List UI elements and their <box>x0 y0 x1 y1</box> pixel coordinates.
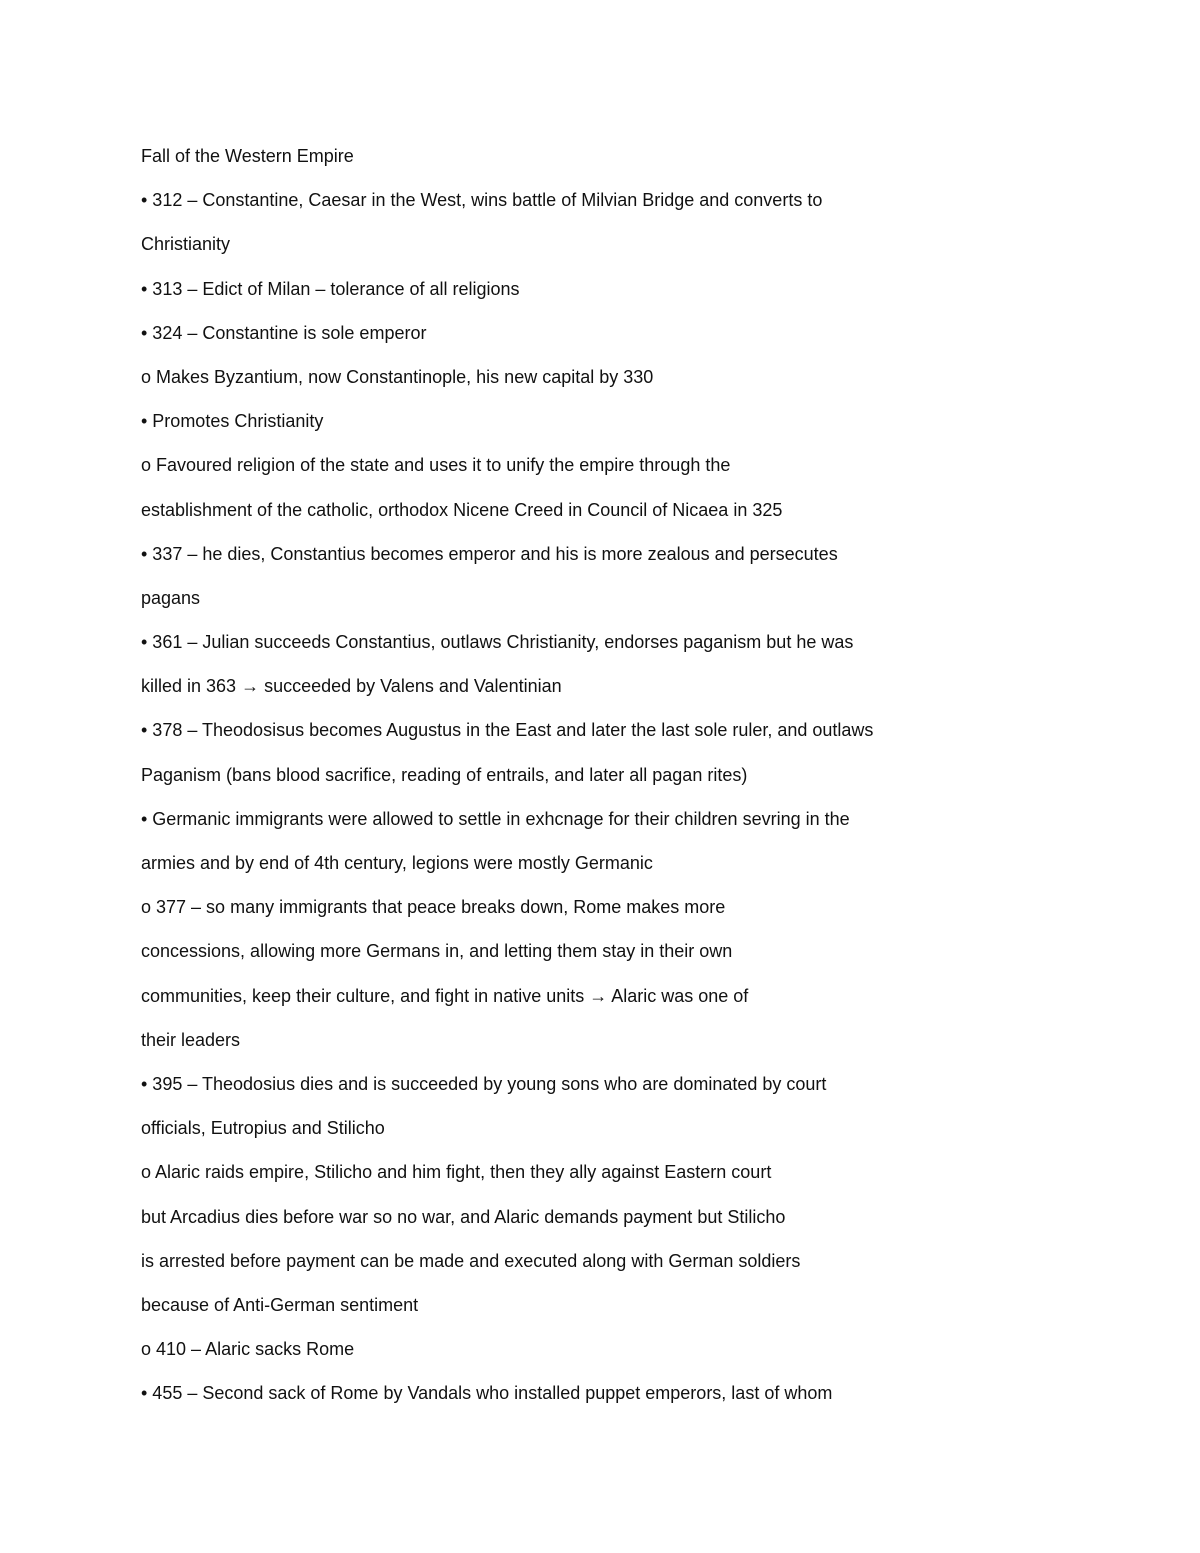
text-line: o Makes Byzantium, now Constantinople, his new capital by 330 <box>141 366 654 387</box>
text-line: communities, keep their culture, and fight in native units → Alaric was one of <box>141 985 749 1006</box>
document-title: Fall of the Western Empire <box>141 146 354 166</box>
text-line: their leaders <box>141 1029 241 1050</box>
text-line: establishment of the catholic, orthodox Nicene Creed in Council of Nicaea in 325 <box>141 499 783 520</box>
text-line: pagans <box>141 587 201 608</box>
text-line: because of Anti-German sentiment <box>141 1294 419 1315</box>
text-line: armies and by end of 4th century, legions were mostly Germanic <box>141 853 653 873</box>
text-line: o Alaric raids empire, Stilicho and him fight, then they ally against Eastern court <box>141 1162 772 1183</box>
text-line: concessions, allowing more Germans in, and letting them stay in their own <box>141 941 733 962</box>
text-line: • 395 – Theodosius dies and is succeeded by young sons who are dominated by court <box>141 1073 827 1094</box>
text-line: • Promotes Christianity <box>141 411 324 432</box>
text-line: • 312 – Constantine, Caesar in the West, wins battle of Milvian Bridge and converts to <box>141 190 823 211</box>
document-body <box>141 142 1141 1423</box>
text-line: • 324 – Constantine is sole emperor <box>141 322 427 343</box>
text-line: Paganism (bans blood sacrifice, reading of entrails, and later all pagan rites) <box>141 764 748 785</box>
text-line: officials, Eutropius and Stilicho <box>141 1118 385 1139</box>
text-line: killed in 363 → succeeded by Valens and Valentinian <box>141 676 562 697</box>
text-line: Christianity <box>141 234 231 255</box>
text-line: but Arcadius dies before war so no war, and Alaric demands payment but Stilicho <box>141 1206 786 1227</box>
text-line: • 455 – Second sack of Rome by Vandals who installed puppet emperors, last of whom <box>141 1383 833 1404</box>
text-line: o Favoured religion of the state and uses it to unify the empire through the <box>141 455 731 476</box>
text-line: o 410 – Alaric sacks Rome <box>141 1339 355 1360</box>
text-line: • 337 – he dies, Constantius becomes emperor and his is more zealous and persecutes <box>141 543 838 564</box>
text-line: • 313 – Edict of Milan – tolerance of all religions <box>141 278 520 299</box>
text-line: • Germanic immigrants were allowed to settle in exhcnage for their children sevring in the <box>141 808 850 829</box>
text-line: • 378 – Theodosisus becomes Augustus in the East and later the last sole ruler, and outlaws <box>141 720 874 741</box>
text-line: o 377 – so many immigrants that peace breaks down, Rome makes more <box>141 897 726 918</box>
text-line: is arrested before payment can be made and executed along with German soldiers <box>141 1250 801 1271</box>
text-line: • 361 – Julian succeeds Constantius, outlaws Christianity, endorses paganism but he was <box>141 632 854 653</box>
